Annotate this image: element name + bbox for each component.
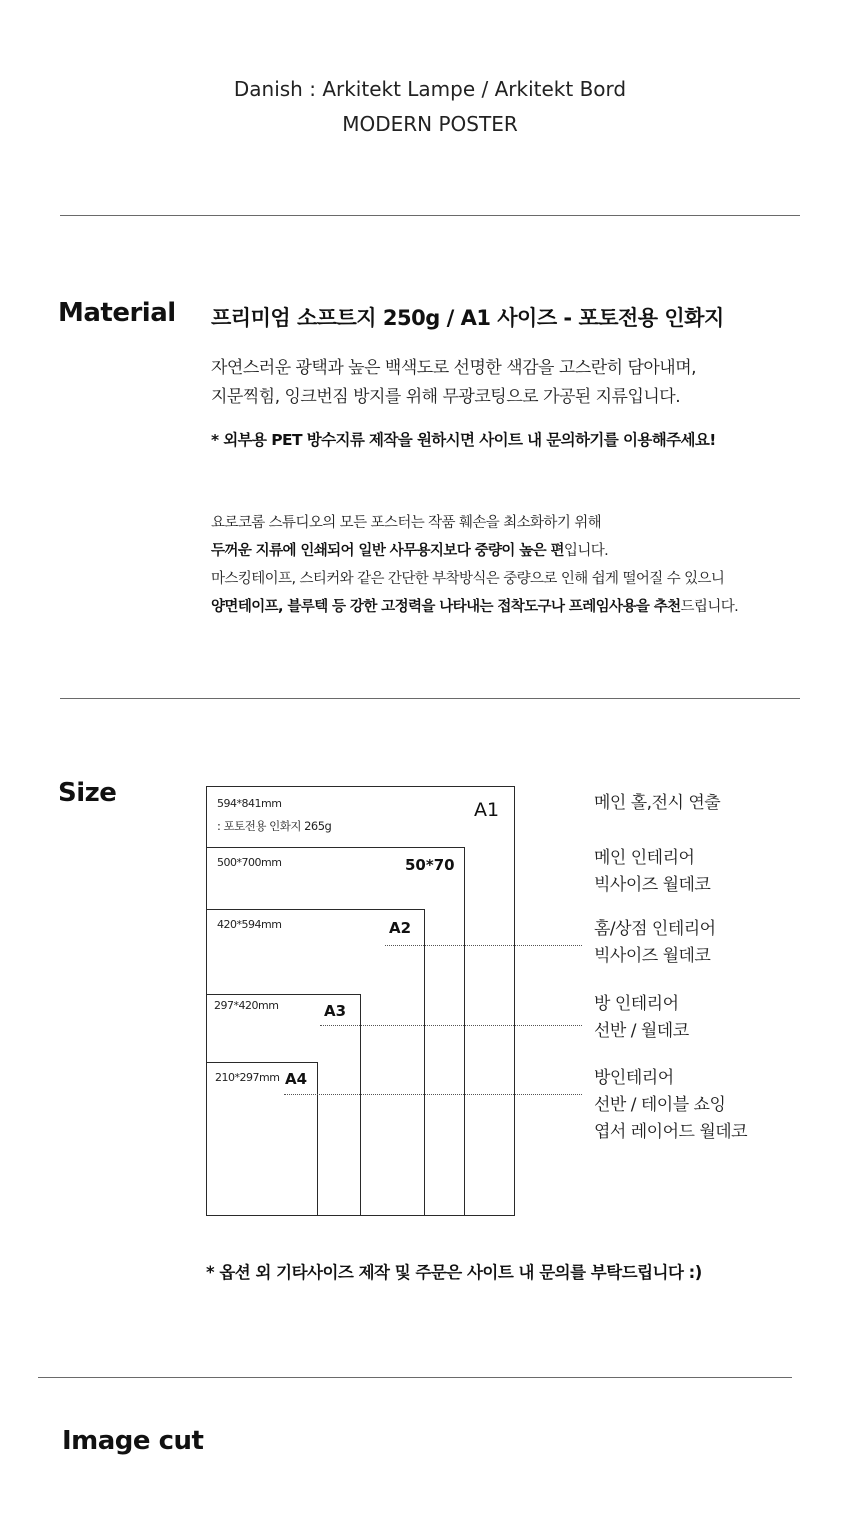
material-headline: 프리미엄 소프트지 250g / A1 사이즈 - 포토전용 인화지	[211, 306, 724, 330]
care-line-1: 요로코롬 스튜디오의 모든 포스터는 작품 훼손을 최소화하기 위해	[211, 515, 602, 531]
paper-a1-material: : 포토전용 인화지 265g	[217, 819, 332, 833]
paper-a3-code: A3	[324, 1002, 347, 1020]
leader-line-a3	[320, 1025, 582, 1026]
material-description-line-2: 지문찍힘, 잉크번짐 방지를 위해 무광코팅으로 가공된 지류입니다.	[211, 387, 681, 407]
paper-a4-dims: 210*297mm	[215, 1071, 280, 1084]
usage-a4: 방인테리어 선반 / 테이블 쇼잉 엽서 레이어드 월데코	[594, 1068, 748, 1142]
care-line-4: 양면테이프, 블루텍 등 강한 고정력을 나타내는 접착도구나 프레임사용을 추천드립니다.	[211, 599, 739, 615]
leader-line-a4	[284, 1094, 582, 1095]
care-notice	[211, 509, 738, 621]
usage-50x70: 메인 인테리어 빅사이즈 월데코	[594, 848, 711, 895]
size-section-title: Size	[58, 778, 117, 808]
material-section-title: Material	[58, 298, 176, 328]
paper-a3-dims: 297*420mm	[214, 999, 279, 1012]
poster-subtitle: MODERN POSTER	[342, 112, 518, 136]
paper-50x70-dims: 500*700mm	[217, 856, 282, 869]
care-line-3: 마스킹테이프, 스티커와 같은 간단한 부착방식은 중량으로 인해 쉽게 떨어질 수 있으니	[211, 571, 725, 587]
divider	[60, 215, 800, 216]
poster-title: Danish : Arkitekt Lampe / Arkitekt Bord	[233, 77, 627, 101]
size-custom-note: * 옵션 외 기타사이즈 제작 및 주문은 사이트 내 문의를 부탁드립니다 :)	[206, 1263, 702, 1282]
divider	[60, 698, 800, 699]
material-pet-note: * 외부용 PET 방수지류 제작을 원하시면 사이트 내 문의하기를 이용해주세요!	[211, 431, 716, 449]
image-cut-section-title: Image cut	[62, 1426, 204, 1456]
paper-a2-code: A2	[389, 919, 412, 937]
leader-line-a2	[385, 945, 582, 946]
usage-a1: 메인 홀,전시 연출	[594, 793, 721, 813]
usage-a2: 홈/상점 인테리어 빅사이즈 월데코	[594, 919, 716, 966]
paper-a1-dims: 594*841mm	[217, 797, 282, 810]
paper-a4-code: A4	[285, 1070, 308, 1088]
care-line-2: 두꺼운 지류에 인쇄되어 일반 사무용지보다 중량이 높은 편입니다.	[211, 543, 609, 559]
divider	[38, 1377, 792, 1378]
paper-50x70-code: 50*70	[405, 856, 455, 874]
usage-a3: 방 인테리어 선반 / 월데코	[594, 994, 689, 1041]
paper-a2-dims: 420*594mm	[217, 918, 282, 931]
material-description-line-1: 자연스러운 광택과 높은 백색도로 선명한 색감을 고스란히 담아내며,	[211, 358, 697, 378]
paper-a1-code: A1	[474, 799, 500, 821]
